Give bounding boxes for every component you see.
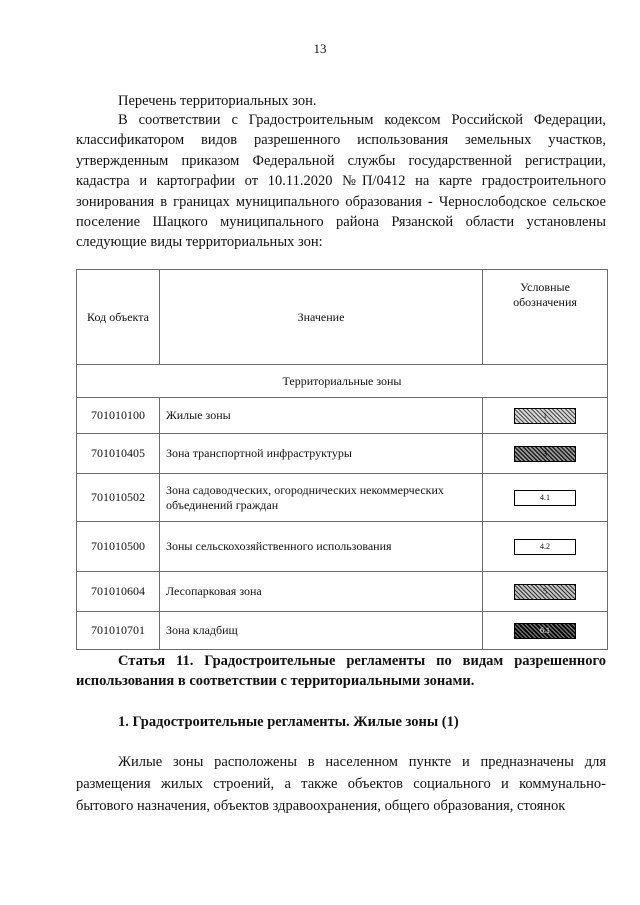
legend-cell — [483, 474, 608, 522]
body-paragraph: Жилые зоны расположены в населенном пункте и предназначены для размещения жилых строений, а также объектов социального и коммунально-бытового назначения, объектов здравоохранения, общего образования, стоянок — [76, 754, 606, 814]
header-code: Код объекта — [77, 270, 160, 365]
zone-name: Зона транспортной инфраструктуры — [160, 434, 483, 474]
zone-code: 701010500 — [77, 522, 160, 572]
zone-code: 701010604 — [77, 572, 160, 612]
legend-swatch-cemetery: 6.1 — [514, 623, 576, 639]
zone-name: Зоны сельскохозяйственного использования — [160, 522, 483, 572]
zone-code: 701010100 — [77, 398, 160, 434]
zones-table — [76, 269, 608, 650]
legend-swatch-agricultural: 4.2 — [514, 539, 576, 555]
zone-name: Зона кладбищ — [160, 612, 483, 650]
section-title: Территориальные зоны — [77, 365, 608, 398]
table-row — [77, 398, 608, 434]
zone-code: 701010502 — [77, 474, 160, 522]
table-row — [77, 474, 608, 522]
page-number: 13 — [313, 41, 327, 56]
legend-swatch-gardening: 4.1 — [514, 490, 576, 506]
zone-name: Лесопарковая зона — [160, 572, 483, 612]
table-row — [77, 612, 608, 650]
table-row — [77, 572, 608, 612]
table-section-row — [77, 365, 608, 398]
table-header-row — [77, 270, 608, 365]
zone-name: Зона садоводческих, огороднических некоммерческих объединений граждан — [160, 474, 483, 522]
legend-cell — [483, 612, 608, 650]
legend-swatch-transport: 3 — [514, 446, 576, 462]
intro-paragraph: В соответствии с Градостроительным кодексом Российской Федерации, классификатором видов разрешенного использования земельных участков, утвержденным приказом Федеральной службы государственной регистрации, кадастра и картографии от 10.11.2020 №П/0412 на карте градостроительного зонирования в границах муниципального образования - Чернослободское сельское поселение Шацкого муниципального района Рязанской области установлены следующие виды территориальных зон: — [76, 112, 606, 251]
legend-swatch-forest-park: 5 — [514, 584, 576, 600]
legend-cell — [483, 434, 608, 474]
legend-swatch-residential: 1 — [514, 408, 576, 424]
zone-code: 701010405 — [77, 434, 160, 474]
zone-list-heading: Перечень территориальных зон. — [118, 93, 317, 109]
table-row — [77, 434, 608, 474]
article-title: Статья 11. Градостроительные регламенты по видам разрешенного использования в соответствии с территориальными зонами. — [76, 653, 606, 690]
legend-cell — [483, 572, 608, 612]
legend-cell — [483, 398, 608, 434]
section-subheading: 1. Градостроительные регламенты. Жилые зоны (1) — [118, 714, 459, 730]
table-row — [77, 522, 608, 572]
zone-name: Жилые зоны — [160, 398, 483, 434]
header-value: Значение — [160, 270, 483, 365]
legend-cell — [483, 522, 608, 572]
header-legend: Условные обозначения — [483, 270, 608, 365]
zone-code: 701010701 — [77, 612, 160, 650]
